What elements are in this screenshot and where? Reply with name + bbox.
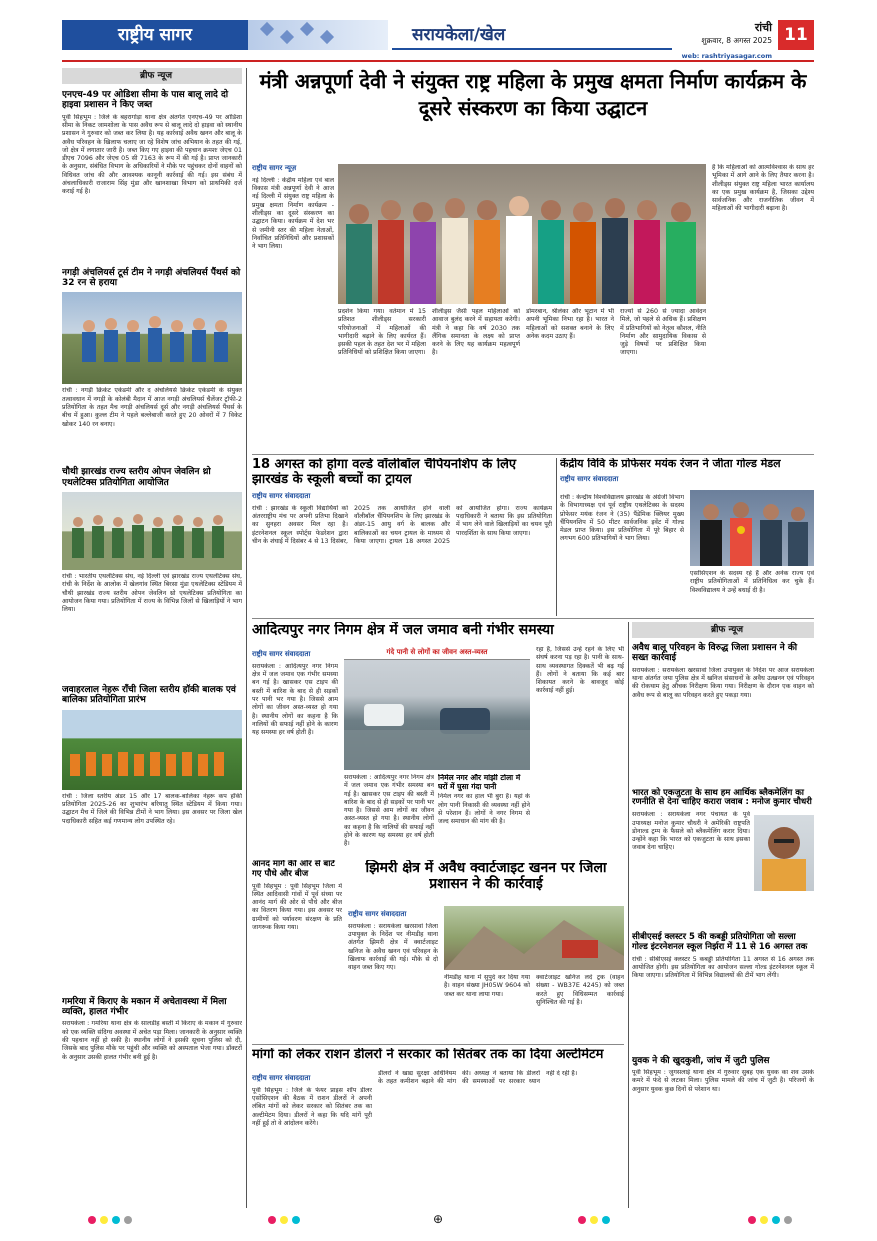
waterlogging-photo <box>344 646 530 770</box>
story-text: सरायकेला : गमरिया थाना क्षेत्र के सालडीह बस्ती में किराए के मकान में गुरुवार को एक व्यक्ति संदिग्ध अवस्था में अचेत पड़ा मिला। जानकारी के अनुसार व्यक्ति की पहचान नहीं हो सकी है। स्थानीय लोगों ने इसकी सूचना पुलिस को दी, जिसके बाद पुलिस मौके पर पहुंची और व्यक्ति को अस्पताल भेजा गया। डॉक्टरों के अनुसार उसकी हालत गंभीर बनी हुई है। <box>62 1020 242 1061</box>
story-headline[interactable]: अवैध बालू परिवहन के विरुद्ध जिला प्रशासन ने की सख्त कार्रवाई <box>632 643 798 664</box>
ration-dealers-story <box>252 1048 624 1208</box>
person-portrait-illustration <box>754 815 814 891</box>
column-rule <box>556 458 557 616</box>
athletes-with-medals-illustration <box>690 490 814 566</box>
volleyball-text: रांची : झारखंड के स्कूली विद्यार्थियों को अंतरराष्ट्रीय मंच पर अपनी प्रतिभा दिखाने का सुनहरा अवसर मिल रहा है। इंटरनेशनल स्कूल स्पोर्ट्स फेडरेशन द्वारा चीन के शंघाई में दिसंबर 4 से 13 दिसंबर, 2025 तक आयोजित होने वाली वॉलीबॉल चैंपियनशिप के लिए झारखंड के अंडर-15 आयु वर्ग के बालक और बालिकाओं का चयन ट्रायल के माध्यम से किया जाएगा। ट्रायल 18 अगस्त 2025 को आयोजित होगा। राज्य कार्यक्रम पदाधिकारी ने बताया कि इस प्रतियोगिता में भाग लेने वाले खिलाड़ियों का चयन पूरी पारदर्शिता के साथ किया जाएगा। <box>252 504 552 545</box>
quartzite-headline[interactable]: झिमरी क्षेत्र में अवैध क्वार्टजाइट खनन पर जिला प्रशासन ने की कार्रवाई <box>365 860 607 893</box>
story-text: रांची : भारतीय एथलेटिक्स संघ, नई दिल्ली एवं झारखंड राज्य एथलेटिक्स संघ, रांची के निर्देश के आलोक में खेलगांव स्थित बिरसा मुंडा एथलेटिक्स स्टेडियम में चौथी झारखंड राज्य स्तरीय ओपन जेवलिन थ्रो एथलेटिक्स प्रतियोगिता का आयोजन किया गया। प्रतियोगिता में राज्य के विभिन्न जिलों से खिलाड़ियों ने भाग लिया। <box>62 573 242 614</box>
lead-text-column <box>712 164 814 450</box>
story-headline[interactable]: सीबीएसई क्लस्टर 5 की कबड्डी प्रतियोगिता जो सल्ला गोल्ड इंटरनेशनल स्कूल निर्झरा में 11 से 16 अगस्त तक <box>632 932 808 952</box>
ration-byline: राष्ट्रीय सागर संवाददाता <box>252 1074 311 1082</box>
section-divider <box>252 1044 624 1045</box>
story-headline[interactable]: चौथी झारखंड राज्य स्तरीय ओपन जेवलिन थ्रो एथलेटिक्स प्रतियोगिता आयोजित <box>62 467 211 488</box>
professor-medal-photo <box>690 490 814 566</box>
anand-marg-headline[interactable]: आनंद मार्ग की ओर से बांटे गए पौधे और बीज <box>252 860 335 879</box>
story-text: रांची : सीबीएसई क्लस्टर 5 कबड्डी प्रतियोगिता 11 अगस्त से 16 अगस्त तक आयोजित होगी। इस प्रतियोगिता का आयोजन सल्ला गोल्ड इंटरनेशनल स्कूल में किया जाएगा। प्रतियोगिता में विभिन्न विद्यालयों की टीमें भाग लेंगी। <box>632 955 814 980</box>
right-brief-column <box>632 622 814 1208</box>
masthead <box>62 14 814 58</box>
adityapur-text-column <box>252 646 338 858</box>
website-link[interactable]: web: rashtriyasagar.com <box>681 52 772 60</box>
adityapur-text: सरायकेला : आदित्यपुर नगर निगम क्षेत्र में जल जमाव एक गंभीर समस्या बन गई है। खासकर एस टाइप की बस्ती में बारिश के बाद से ही सड़कों पर पानी भर गया है। जिससे आम लोगों का जीवन अस्त-व्यस्त हो गया है। स्थानीय लोगों का कहना है कि नालियों की सफाई नहीं होने के कारण यह समस्या हर वर्ष होती है। <box>344 774 434 848</box>
lead-text-column <box>620 308 706 450</box>
brief-news-title: ब्रीफ न्यूज <box>62 68 242 84</box>
story-text: सरायकेला : सरायकेला खरसावां जिला उपायुक्त के निर्देश पर आज सरायकेला थाना अंतर्गत जया पुलिस क्षेत्र में खनिज संसाधनों के अवैध उत्खनन एवं परिवहन की रोकथाम हेतु औचक निरीक्षण किया गया। निरीक्षण के दौरान एक वाहन को अवैध रूप से बालू का परिवहन करते हुए पकड़ा गया। <box>632 666 814 699</box>
adityapur-subhead-column <box>438 774 530 858</box>
quarry-photo <box>444 906 624 970</box>
lead-text: प्रदर्शन किया गया। वर्तमान में 15 प्रतिशत शीलीड्स सरकारी परियोजनाओं में महिलाओं की भागीदारी बढ़ाने के लिए कार्यरत हैं। इसकी पहल के तहत देश भर में महिला प्रतिनिधियों को प्रशिक्षित किया जाएगा। <box>338 308 426 357</box>
professor-text: रांची : केन्द्रीय विश्वविद्यालय झारखंड के अंग्रेजी विभाग के विभागाध्यक्ष एवं पूर्व राष्ट्रीय एथलेटिक्स के सदस्य प्रोफेसर मयंक रंजन ने (35) पैंडेमिक क्लियर मुख्य चैंपियनशिप में 50 मीटर सार्वजनिक इवेंट में गोल्ड मेडल प्राप्त किया। इस प्रतियोगिता में पूरे बिहार से लगभग 600 प्रतिभागियों ने भाग लिया। <box>560 494 684 543</box>
story-text: पूर्वी सिंहभूम : जिले के बहरागोड़ा थाना क्षेत्र अंतर्गत एनएच-49 पर ओडिशा सीमा के निकट जामशोला के पास अवैध रूप से बालू लादे दो हाइवा को स्थानीय प्रशासन ने गुरुवार को जब्त कर लिया है। यह कार्रवाई अवैध खनन और बालू के अवैध परिवहन के खिलाफ चलाए जा रहे विशेष जांच अभियान के तहत की गई, जो क्षेत्र में लगातार जारी है। जब्त किए गए हाइवा की पहचान क्रमशः जेएच 01 डीएच 7096 और जेएच 05 सी 7163 के रूप में की गई है। प्राप्त जानकारी के अनुसार, संबंधित विभाग के अधिकारियों ने मौके पर पहुंचकर दोनों वाहनों को विधिवत जांच की और आवश्यक कानूनी कार्रवाई की गई। इस संबंध में अंचलाधिकारी राजाराम सिंह मुंडा और खानशाखा विभाग को प्राथमिकी दर्ज कराई गई है। <box>62 113 242 196</box>
professor-story <box>560 458 814 616</box>
lead-text-column <box>526 308 614 450</box>
professor-text: एसोसिएशन के सदस्य रहे हैं और अनेक राज्य एवं राष्ट्रीय प्रतियोगिताओं में प्रतिनिधित्व कर चुके हैं। विश्वविद्यालय ने उन्हें बधाई दी है। <box>690 570 814 594</box>
photo-caption: गंदे पानी से लोगों का जीवन अस्त-व्यस्त <box>344 646 530 660</box>
lead-text: राज्यों से 260 से ज्यादा आवेदन मिले, जो पहले से अधिक हैं। प्रशिक्षण में प्रतिभागियों को नेतृत्व कौशल, नीति निर्माण और सामुदायिक विकास से जुड़े विषयों पर प्रशिक्षित किया जाएगा। <box>620 308 706 357</box>
volleyball-byline: राष्ट्रीय सागर संवाददाता <box>252 491 311 500</box>
header-decoration <box>248 20 388 50</box>
athletes-illustration <box>62 492 242 570</box>
portrait-photo <box>754 815 814 891</box>
professor-byline: राष्ट्रीय सागर संवाददाता <box>560 474 619 483</box>
story-headline[interactable]: भारत को एकजुटता के साथ हम आर्थिक ब्लैकमेलिंग का रणनीति से देना चाहिए करारा जवाब : मनोज कुमार चौधरी <box>632 787 812 808</box>
hockey-players-illustration <box>62 710 242 790</box>
ration-headline[interactable]: मांगों को लेकर राशन डीलरों ने सरकार को सितंबर तक का दिया अल्टीमेटम <box>252 1048 604 1062</box>
lead-text: शीलीड्स जैसी पहल महिलाओं को आवाज बुलंद करने में सहायता करेगी। मंत्री ने कहा कि वर्ष 2030 तक लैंगिक समानता के लक्ष्य को प्राप्त करने के लिए यह कार्यक्रम महत्वपूर्ण है। <box>432 308 520 357</box>
page-footer <box>62 1210 814 1230</box>
story-headline[interactable]: युवक ने की खुदकुशी, जांच में जुटी पुलिस <box>632 1055 770 1066</box>
ration-text-column <box>378 1070 624 1208</box>
players-illustration <box>62 292 242 384</box>
volleyball-headline[interactable]: 18 अगस्त को होगा वर्ल्ड वॉलीबॉल चैंपियनशिप के लिए झारखंड के स्कूली बच्चों का ट्रायल <box>252 458 517 487</box>
story-text: पूर्वी सिंहभूम : जुगसलाई थाना क्षेत्र में गुरुवार सुबह एक युवक का शव उसके कमरे में फंदे से लटका मिला। पुलिस मामले की जांच में जुटी है। परिजनों के अनुसार युवक कुछ दिनों से परेशान था। <box>632 1069 814 1093</box>
ration-text: डीलरों ने खाद्य सुरक्षा अधिनियम के तहत कमीशन बढ़ाने की मांग की। अध्यक्ष ने बताया कि डीलरों की समस्याओं पर सरकार ध्यान नहीं दे रही है। <box>378 1070 578 1086</box>
story-headline[interactable]: नगड़ी अंचलियर्स टूर्स टीम ने नगड़ी अंचलियर्स पैंथर्स को 32 रन से हराया <box>62 267 241 289</box>
quartzite-byline: राष्ट्रीय सागर संवाददाता <box>348 910 407 918</box>
story-text: रांची : जिला स्तरीय अंडर 15 और 17 बालक-बालिका नेहरू कप हॉकी प्रतियोगिता 2025-26 का शुभारंभ बरियातु स्थित स्टेडियम में किया गया। उद्घाटन मैच में जिले की विभिन्न टीमों ने भाग लिया। इस अवसर पर जिला खेल पदाधिकारी सहित कई गणमान्य लोग उपस्थित रहे। <box>62 792 242 825</box>
column-rule <box>628 622 629 1208</box>
lead-text: डोमरबान, श्रीलंका और भूटान में भी अपनी भूमिका निभा रहा है। भारत ने महिलाओं को सशक्त बनाने के लिए अनेक कदम उठाए हैं। <box>526 308 614 340</box>
lead-text-column <box>338 308 426 450</box>
lead-headline-block <box>252 68 814 158</box>
story-headline[interactable]: एनएच-49 पर ओडिशा सीमा के पास बालू लादे दो हाइवा प्रशासन ने किए जब्त <box>62 90 229 111</box>
flooded-street-illustration <box>344 646 530 770</box>
women-leaders-illustration <box>338 164 706 304</box>
quartzite-text: सरायकेला : सरायकेला खरसावां जिला उपायुक्त के निर्देश पर नीमडीह थाना अंतर्गत झिमरी क्षेत्र में क्वार्टजाइट खनिज के अवैध खनन एवं परिवहन के खिलाफ कार्रवाई की गई। मौके से दो वाहन जब्त किए गए। <box>348 922 438 972</box>
anand-marg-story <box>252 860 342 1040</box>
quarry-illustration <box>444 906 624 970</box>
lead-text: है कि महिलाओं को आत्मविश्वास के साथ हर भूमिका में आगे आने के लिए तैयार करना है। शीलीड्स संयुक्त राष्ट्र महिला भारत कार्यालय का एक प्रमुख कार्यक्रम है, जिसका उद्देश्य सार्वजनिक और राजनीतिक जीवन में महिलाओं की भागीदारी बढ़ाना है। <box>712 164 814 213</box>
edition-city: रांची <box>754 21 772 34</box>
header-divider <box>62 60 814 62</box>
story-headline[interactable]: जवाहरलाल नेहरू राँची जिला स्तरीय हॉकी बालक एवं बालिका प्रतियोगिता प्रारंभ <box>62 685 236 706</box>
ration-text: पूर्वी सिंहभूम : जिले के फेयर प्राइस शॉप डीलर एसोसिएशन की बैठक में राशन डीलरों ने अपनी लंबित मांगों को लेकर सरकार को सितंबर तक का अल्टीमेटम दिया। डीलरों ने कहा कि यदि मांगें पूरी नहीं हुईं तो वे आंदोलन करेंगे। <box>252 1086 372 1127</box>
edition-date: शुक्रवार, 8 अगस्त 2025 <box>701 36 772 45</box>
adityapur-story <box>252 622 624 858</box>
quartzite-text-column <box>348 906 438 1040</box>
quartzite-text-column <box>444 974 530 1040</box>
page-number: 11 <box>778 20 814 50</box>
lead-headline[interactable]: मंत्री अन्नपूर्णा देवी ने संयुक्त राष्ट्र महिला के प्रमुख क्षमता निर्माण कार्यक्रम के दूसरे संस्करण का किया उद्घाटन <box>259 69 807 120</box>
adityapur-subtext: निर्मल नगर का हाल भी बुरा है। यहां के लोग पानी निकासी की व्यवस्था नहीं होने से परेशान हैं। लोगों ने नगर निगम से जल्द समाधान की मांग की है। <box>438 793 530 826</box>
professor-headline[interactable]: केंद्रीय विवि के प्रोफेसर मयंक रंजन ने जीता गोल्ड मेडल <box>560 458 781 470</box>
adityapur-subhead[interactable]: निर्मल नगर और मांझी टोला में घरों में घुसा गंदा पानी <box>438 774 521 791</box>
quartzite-text: नीमडीह थाना में सुपुर्द कर दिया गया है। वाहन संख्या JH05W 9604 को जब्त कर थाना लाया गया। <box>444 974 530 998</box>
column-rule <box>246 68 247 1208</box>
lead-text: नई दिल्ली : केंद्रीय महिला एवं बाल विकास मंत्री अन्नपूर्णा देवी ने आज नई दिल्ली में संयुक्त राष्ट्र महिला के प्रमुख क्षमता निर्माण कार्यक्रम - शीलीड्स का दूसरे संस्करण का उद्घाटन किया। कार्यक्रम में देश भर से जमीनी स्तर की महिला नेताओं, निर्वाचित प्रतिनिधियों और प्रशासकों ने भाग लिया। <box>252 176 334 251</box>
story-headline[interactable]: गमरिया में किराए के मकान में अचेतावस्था में मिला व्यक्ति, हालत गंभीर <box>62 996 227 1018</box>
story-text: सरायकेला : सरायकेला नगर पंचायत के पूर्व उपाध्यक्ष मनोज कुमार चौधरी ने अमेरिकी राष्ट्रपति डोनाल्ड ट्रम्प के फैसले को ब्लैकमेलिंग करार दिया। उन्होंने कहा कि भारत को एकजुटता के साथ इसका जवाब देना चाहिए। <box>632 811 750 852</box>
section-divider <box>252 454 814 455</box>
javelin-event-photo <box>62 492 242 570</box>
cricket-team-photo <box>62 292 242 384</box>
left-brief-column <box>62 68 242 1208</box>
volleyball-story <box>252 458 552 616</box>
anand-marg-text: पूर्वी सिंहभूम : पूर्वी सिंहभूम जिला में स्थित आदिवासी गांवों में पूर्व संध्या पर आनंद मार्ग की ओर से पौधे और बीज का वितरण किया गया। इस अवसर पर ग्रामीणों को पर्यावरण संरक्षण के प्रति जागरूक किया गया। <box>252 882 342 932</box>
section-title: सरायकेला/खेल <box>392 20 672 50</box>
story-body <box>632 811 814 929</box>
section-divider <box>252 618 814 619</box>
newspaper-logo: राष्ट्रीय सागर <box>62 20 248 50</box>
adityapur-text: सरायकेला : आदित्यपुर नगर निगम क्षेत्र में जल जमाव एक गंभीर समस्या बन गई है। खासकर एस टाइप की बस्ती में बारिश के बाद से ही सड़कों पर पानी भर गया है। जिससे आम लोगों का जीवन अस्त-व्यस्त हो गया है। स्थानीय लोगों का कहना है कि नालियों की सफाई नहीं होने के कारण यह समस्या हर वर्ष होती है। <box>252 662 338 737</box>
adityapur-text-column <box>536 646 624 858</box>
quartzite-text: क्वार्टजाइट खनिज लदे ट्रक (वाहन संख्या - WB37E 4245) को जब्त करते हुए विधिसम्मत कार्रवाई सुनिश्चित की गई है। <box>536 974 624 1006</box>
lead-event-photo <box>338 164 706 304</box>
brief-news-title: ब्रीफ न्यूज <box>632 622 814 638</box>
hockey-team-photo <box>62 710 242 790</box>
lead-text-column <box>252 160 334 450</box>
quartzite-text-column <box>536 974 624 1040</box>
adityapur-headline[interactable]: आदित्यपुर नगर निगम क्षेत्र में जल जमाव बनी गंभीर समस्या <box>252 622 554 638</box>
story-text: रांची : नगड़ी क्रिकेट एकेडमी और द अंचलियर्स क्रिकेट एकेडमी के संयुक्त तत्वावधान में नगड़ी के कोलंबी मैदान में आज नगड़ी अंचलियर्स चैलेंजर ट्रॉफी-2 प्रतियोगिता के तहत मैच नगड़ी अंचलियर्स दूर्स और नगड़ी अंचलियर्स पैंथर्स के बीच में हुआ। कुल्ल टीम ने पहले बल्लेबाजी करते हुए 20 ओवरों में 7 विकेट खोकर 140 रन बनाए। <box>62 387 242 428</box>
lead-byline: राष्ट्रीय सागर न्यूज़ <box>252 164 297 172</box>
ration-text-column <box>252 1070 372 1208</box>
adityapur-text: रहा है, जिससे उन्हें रहने के लिए भी संघर्ष करना पड़ रहा है। पानी के साथ-साथ व्यवस्थागत दिक्कतें भी बढ़ गई हैं। लोगों ने बताया कि कई बार शिकायत करने के बावजूद कोई कार्रवाई नहीं हुई। <box>536 646 624 695</box>
adityapur-text-column <box>344 774 434 858</box>
adityapur-byline: राष्ट्रीय सागर संवाददाता <box>252 650 311 658</box>
registration-mark-icon: ⊕ <box>432 1212 444 1226</box>
quartzite-story <box>348 860 624 1040</box>
lead-text-column <box>432 308 520 450</box>
